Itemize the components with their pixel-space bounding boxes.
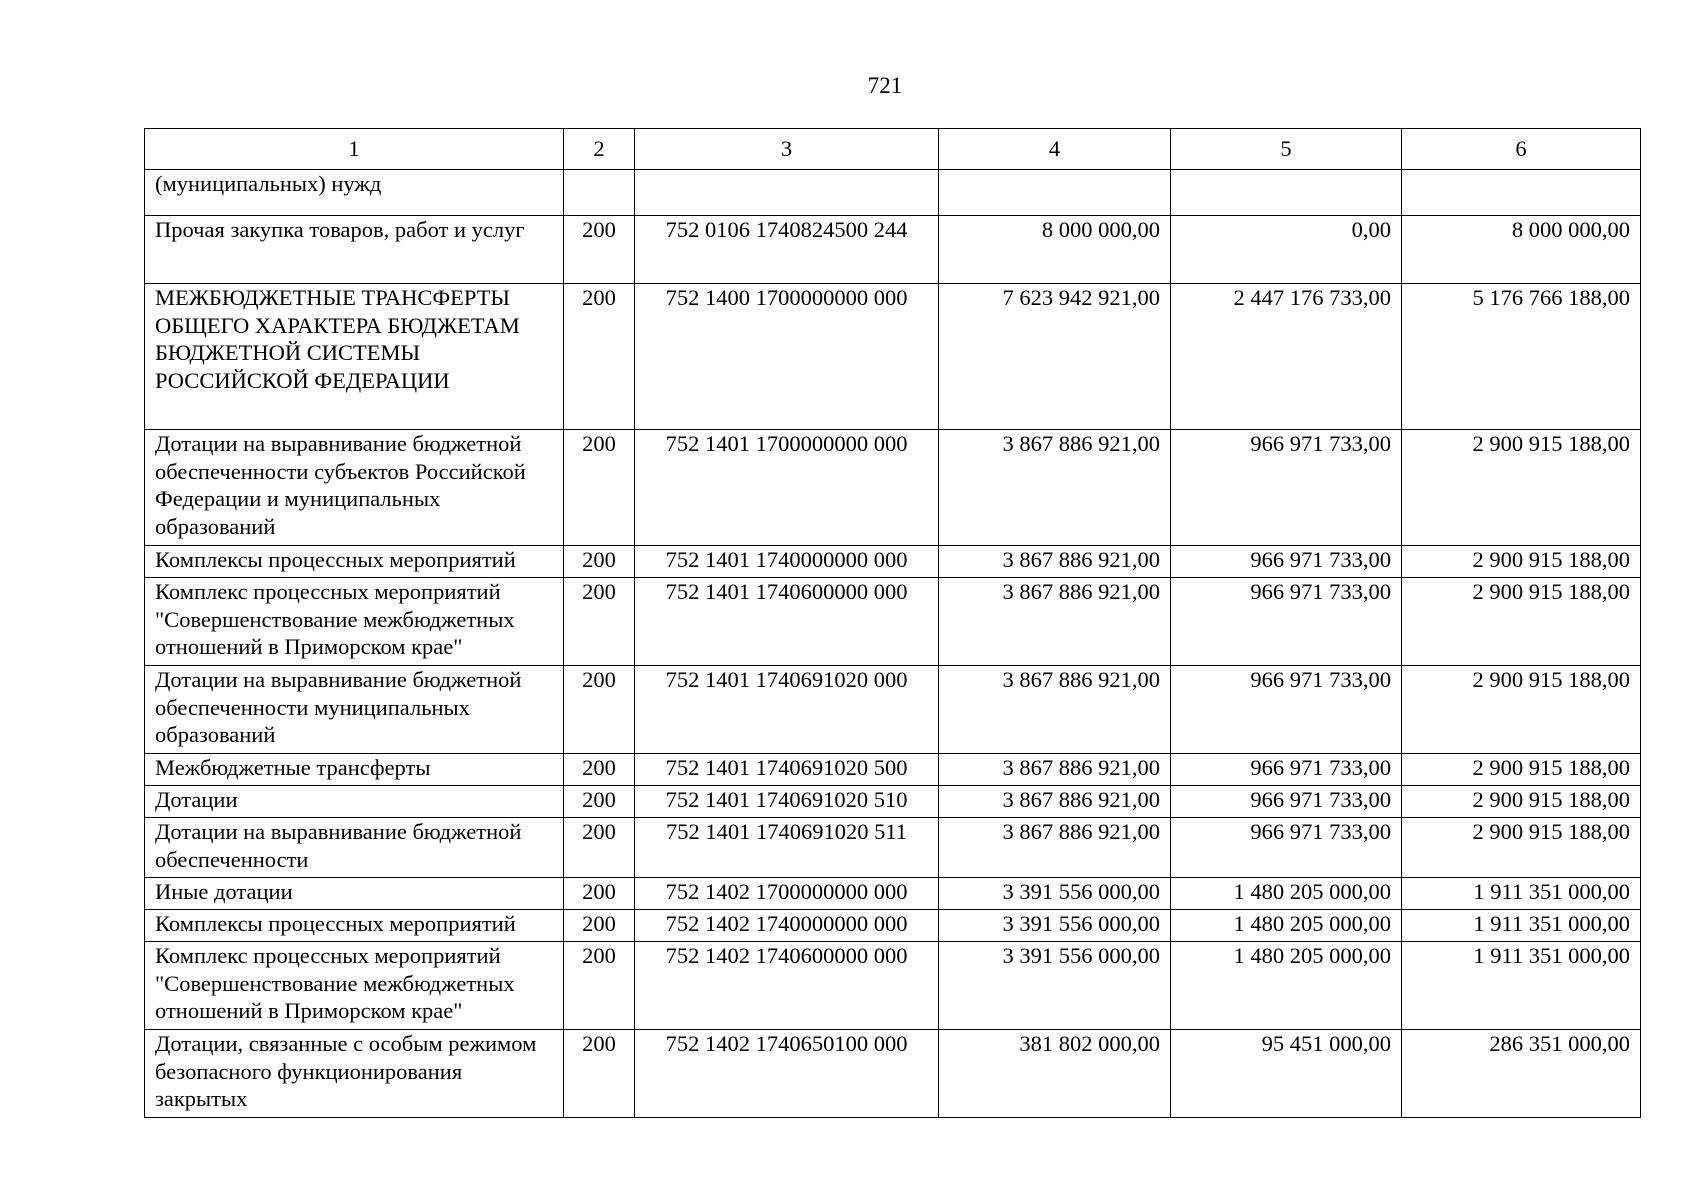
row-amount-total: 3 867 886 921,00: [939, 818, 1171, 878]
row-amount-total: 3 867 886 921,00: [939, 430, 1171, 546]
table-row: [145, 1030, 1641, 1118]
row-classification: [635, 170, 939, 216]
row-name: Комплекс процессных мероприятий "Совершенствование межбюджетных отношений в Приморском крае": [145, 942, 564, 1030]
row-classification: 752 1400 1700000000 000: [635, 284, 939, 430]
row-classification: 752 1402 1700000000 000: [635, 878, 939, 910]
row-amount-col6: 2 900 915 188,00: [1402, 754, 1641, 786]
row-amount-col6: 1 911 351 000,00: [1402, 910, 1641, 942]
column-header: 5: [1171, 129, 1402, 170]
table-row: [145, 546, 1641, 578]
row-amount-col6: 2 900 915 188,00: [1402, 430, 1641, 546]
row-name: Комплексы процессных мероприятий: [145, 910, 564, 942]
row-classification: 752 1401 1700000000 000: [635, 430, 939, 546]
row-amount-col5: 0,00: [1171, 216, 1402, 284]
row-code: [564, 170, 635, 216]
row-name: Дотации, связанные с особым режимом безопасного функционирования закрытых: [145, 1030, 564, 1118]
table-row: [145, 754, 1641, 786]
row-amount-col5: 2 447 176 733,00: [1171, 284, 1402, 430]
table-row: [145, 666, 1641, 754]
row-amount-col5: 1 480 205 000,00: [1171, 878, 1402, 910]
row-amount-total: 3 867 886 921,00: [939, 666, 1171, 754]
row-amount-total: 3 867 886 921,00: [939, 546, 1171, 578]
row-classification: 752 1402 1740600000 000: [635, 942, 939, 1030]
row-amount-col5: 1 480 205 000,00: [1171, 942, 1402, 1030]
row-code: 200: [564, 216, 635, 284]
row-amount-col6: 8 000 000,00: [1402, 216, 1641, 284]
row-name: (муниципальных) нужд: [145, 170, 564, 216]
row-name: Дотации на выравнивание бюджетной обеспеченности субъектов Российской Федерации и муниципальных образований: [145, 430, 564, 546]
row-name: Межбюджетные трансферты: [145, 754, 564, 786]
row-amount-total: 381 802 000,00: [939, 1030, 1171, 1118]
row-code: 200: [564, 546, 635, 578]
row-code: 200: [564, 578, 635, 666]
row-classification: 752 1401 1740600000 000: [635, 578, 939, 666]
row-code: 200: [564, 818, 635, 878]
row-classification: 752 1401 1740691020 500: [635, 754, 939, 786]
row-amount-total: 8 000 000,00: [939, 216, 1171, 284]
row-classification: 752 1402 1740650100 000: [635, 1030, 939, 1118]
row-code: 200: [564, 1030, 635, 1118]
row-amount-col6: 2 900 915 188,00: [1402, 578, 1641, 666]
row-classification: 752 1401 1740691020 510: [635, 786, 939, 818]
row-name: МЕЖБЮДЖЕТНЫЕ ТРАНСФЕРТЫ ОБЩЕГО ХАРАКТЕРА БЮДЖЕТАМ БЮДЖЕТНОЙ СИСТЕМЫ РОССИЙСКОЙ ФЕДЕРАЦИИ: [145, 284, 564, 430]
row-amount-col6: [1402, 170, 1641, 216]
row-code: 200: [564, 754, 635, 786]
table-row: [145, 786, 1641, 818]
row-amount-col5: 966 971 733,00: [1171, 578, 1402, 666]
row-amount-col6: 286 351 000,00: [1402, 1030, 1641, 1118]
row-amount-total: 3 391 556 000,00: [939, 910, 1171, 942]
row-amount-total: [939, 170, 1171, 216]
row-classification: 752 1401 1740691020 511: [635, 818, 939, 878]
column-header: 4: [939, 129, 1171, 170]
row-amount-total: 3 867 886 921,00: [939, 578, 1171, 666]
table-row: [145, 878, 1641, 910]
table-row: [145, 942, 1641, 1030]
row-amount-col5: 966 971 733,00: [1171, 430, 1402, 546]
row-classification: 752 1401 1740000000 000: [635, 546, 939, 578]
row-amount-col5: 966 971 733,00: [1171, 546, 1402, 578]
row-amount-col6: 5 176 766 188,00: [1402, 284, 1641, 430]
table-row: [145, 578, 1641, 666]
row-amount-total: 3 391 556 000,00: [939, 878, 1171, 910]
row-amount-col5: 966 971 733,00: [1171, 666, 1402, 754]
row-amount-col5: 966 971 733,00: [1171, 754, 1402, 786]
table-row: [145, 170, 1641, 216]
table-row: [145, 818, 1641, 878]
row-name: Иные дотации: [145, 878, 564, 910]
row-amount-col6: 2 900 915 188,00: [1402, 786, 1641, 818]
row-name: Прочая закупка товаров, работ и услуг: [145, 216, 564, 284]
row-name: Дотации на выравнивание бюджетной обеспеченности муниципальных образований: [145, 666, 564, 754]
row-code: 200: [564, 666, 635, 754]
row-classification: 752 0106 1740824500 244: [635, 216, 939, 284]
row-code: 200: [564, 942, 635, 1030]
column-header: 6: [1402, 129, 1641, 170]
row-code: 200: [564, 910, 635, 942]
table-row: [145, 430, 1641, 546]
row-amount-total: 7 623 942 921,00: [939, 284, 1171, 430]
row-name: Дотации на выравнивание бюджетной обеспеченности: [145, 818, 564, 878]
row-amount-total: 3 867 886 921,00: [939, 754, 1171, 786]
row-code: 200: [564, 786, 635, 818]
budget-table: [144, 128, 1641, 1118]
row-name: Комплексы процессных мероприятий: [145, 546, 564, 578]
row-amount-total: 3 867 886 921,00: [939, 786, 1171, 818]
row-amount-col5: 95 451 000,00: [1171, 1030, 1402, 1118]
row-name: Дотации: [145, 786, 564, 818]
row-name: Комплекс процессных мероприятий "Совершенствование межбюджетных отношений в Приморском крае": [145, 578, 564, 666]
table-row: [145, 216, 1641, 284]
row-amount-col5: 966 971 733,00: [1171, 818, 1402, 878]
row-classification: 752 1401 1740691020 000: [635, 666, 939, 754]
column-header: 2: [564, 129, 635, 170]
table-row: [145, 910, 1641, 942]
table-row: [145, 284, 1641, 430]
table-header-row: [145, 129, 1641, 170]
row-amount-col5: 1 480 205 000,00: [1171, 910, 1402, 942]
row-amount-col5: 966 971 733,00: [1171, 786, 1402, 818]
row-amount-total: 3 391 556 000,00: [939, 942, 1171, 1030]
row-amount-col6: 2 900 915 188,00: [1402, 818, 1641, 878]
row-amount-col6: 2 900 915 188,00: [1402, 546, 1641, 578]
row-code: 200: [564, 284, 635, 430]
row-amount-col6: 1 911 351 000,00: [1402, 878, 1641, 910]
row-code: 200: [564, 878, 635, 910]
row-code: 200: [564, 430, 635, 546]
column-header: 3: [635, 129, 939, 170]
page-number: 721: [867, 73, 903, 98]
column-header: 1: [145, 129, 564, 170]
row-classification: 752 1402 1740000000 000: [635, 910, 939, 942]
row-amount-col5: [1171, 170, 1402, 216]
row-amount-col6: 1 911 351 000,00: [1402, 942, 1641, 1030]
row-amount-col6: 2 900 915 188,00: [1402, 666, 1641, 754]
